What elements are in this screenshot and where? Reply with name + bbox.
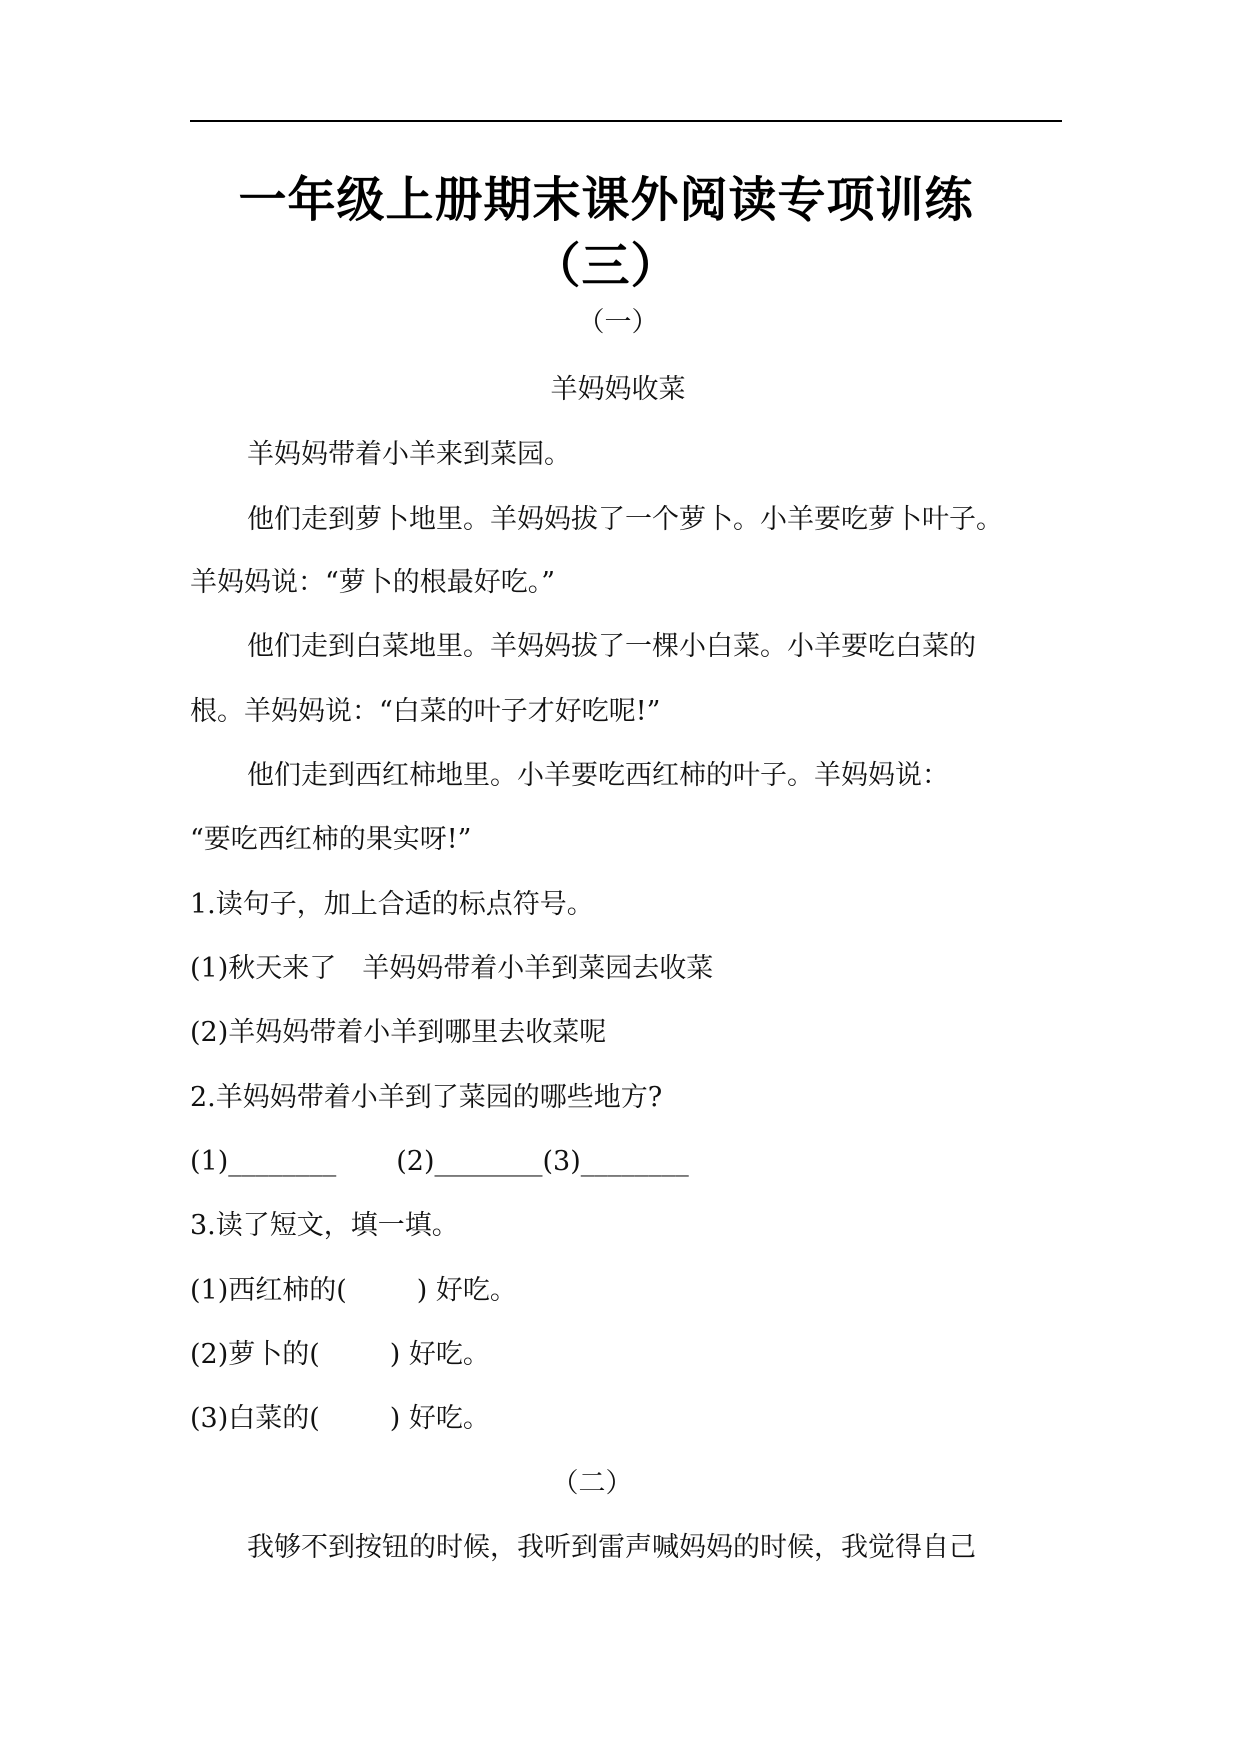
paragraph: 我够不到按钮的时候，我听到雷声喊妈妈的时候，我觉得自己: [247, 1532, 976, 1563]
answer-blank-3[interactable]: (3)________: [542, 1146, 689, 1177]
question-1-item-1-part-b: 羊妈妈带着小羊到菜园去收菜: [362, 953, 714, 984]
paragraph-continuation: “要吃西红柿的果实呀!”: [190, 824, 472, 855]
paragraph: 他们走到西红柿地里。小羊要吃西红柿的叶子。羊妈妈说：: [247, 760, 949, 791]
question-1-stem: 1.读句子，加上合适的标点符号。: [190, 889, 594, 920]
paragraph: 他们走到白菜地里。羊妈妈拔了一棵小白菜。小羊要吃白菜的: [247, 631, 976, 662]
paragraph-continuation: 根。羊妈妈说：“白菜的叶子才好吃呢!”: [190, 696, 661, 727]
question-1-item-2: (2)羊妈妈带着小羊到哪里去收菜呢: [190, 1017, 607, 1048]
answer-blank-1[interactable]: (1)________: [190, 1146, 337, 1177]
question-1-item-1: [190, 951, 713, 987]
question-3-item-2-part-a: (2)萝卜的(: [190, 1339, 320, 1370]
paragraph: 羊妈妈带着小羊来到菜园。: [247, 439, 571, 470]
section-heading-2: （二）: [551, 1468, 633, 1499]
question-2-blanks: [190, 1144, 689, 1180]
question-3-item-3-part-a: (3)白菜的(: [190, 1403, 320, 1434]
section-heading-1: （一）: [577, 307, 659, 338]
question-2-stem: 2.羊妈妈带着小羊到了菜园的哪些地方?: [190, 1082, 663, 1113]
question-3-item-1-part-b: ) 好吃。: [416, 1275, 517, 1306]
question-3-item-2: [190, 1337, 490, 1373]
question-3-stem: 3.读了短文，填一填。: [190, 1210, 459, 1241]
page-title-number: （三）: [532, 238, 680, 294]
question-1-item-1-part-a: (1)秋天来了: [190, 953, 337, 984]
question-3-item-3-part-b: ) 好吃。: [389, 1403, 490, 1434]
question-3-item-1: [190, 1273, 517, 1309]
question-3-item-2-part-b: ) 好吃。: [389, 1339, 490, 1370]
answer-blank-2[interactable]: (2)________: [396, 1146, 543, 1177]
paragraph-continuation: 羊妈妈说：“萝卜的根最好吃。”: [190, 567, 556, 598]
page-title: 一年级上册期末课外阅读专项训练: [238, 172, 974, 228]
question-3-item-1-part-a: (1)西红柿的(: [190, 1275, 347, 1306]
header-rule: [190, 120, 1062, 122]
paragraph: 他们走到萝卜地里。羊妈妈拔了一个萝卜。小羊要吃萝卜叶子。: [247, 504, 1003, 535]
question-3-item-3: [190, 1401, 490, 1437]
story-title: 羊妈妈收菜: [550, 374, 686, 405]
